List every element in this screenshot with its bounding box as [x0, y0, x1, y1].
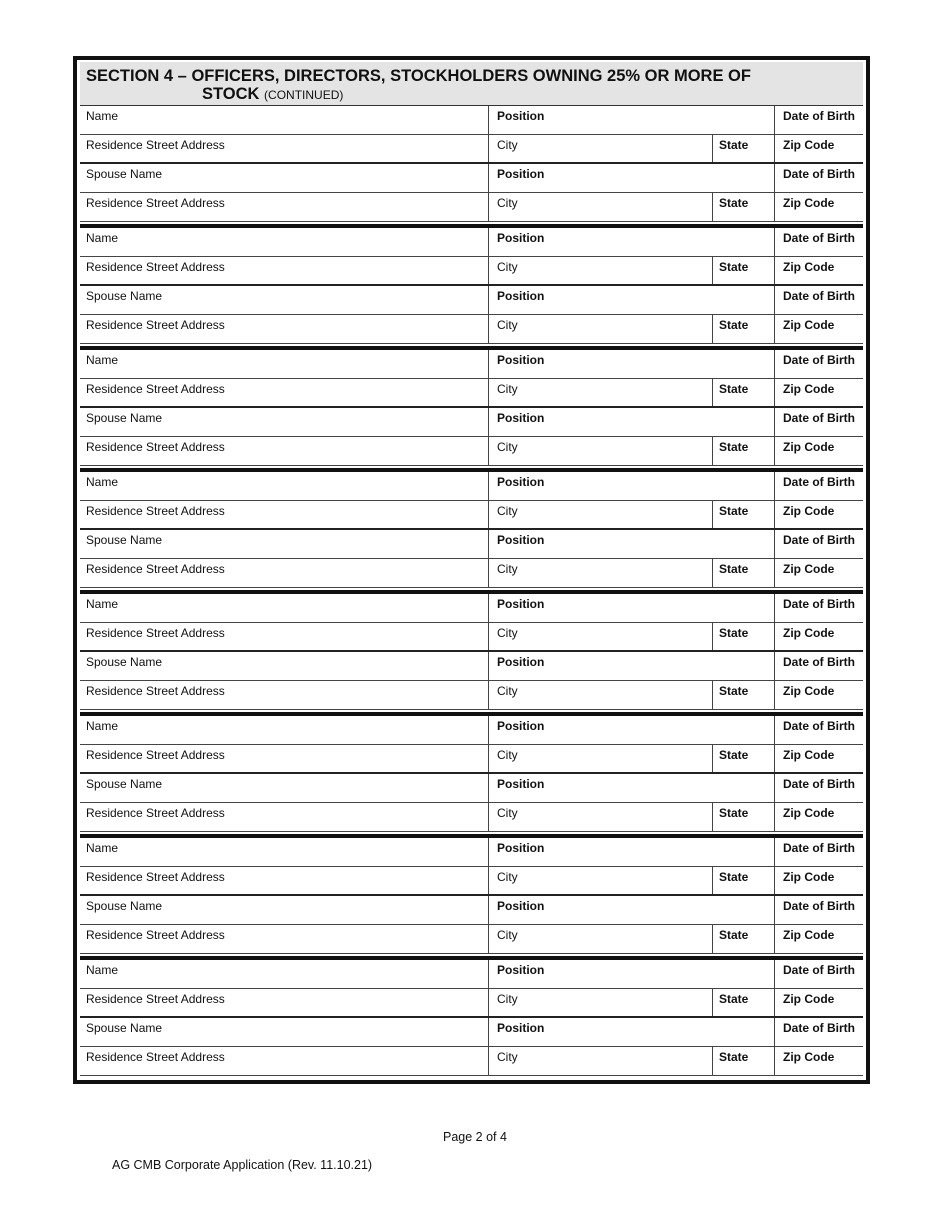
spouse-address-row — [80, 315, 863, 344]
city-field[interactable]: City — [489, 257, 713, 284]
spouse-name-field[interactable]: Spouse Name — [80, 774, 489, 802]
spouse-name-row — [80, 774, 863, 803]
city-field[interactable]: City — [489, 379, 713, 406]
spouse-city-field[interactable]: City — [489, 437, 713, 465]
spouse-position-field[interactable]: Position — [489, 286, 775, 314]
spouse-zip-code-field[interactable]: Zip Code — [783, 806, 835, 820]
position-field[interactable]: Position — [489, 594, 775, 622]
spouse-city-field[interactable]: City — [489, 559, 713, 587]
form-inner — [80, 62, 863, 1078]
spouse-city-field[interactable]: City — [489, 1047, 713, 1075]
spouse-residence-address-field[interactable]: Residence Street Address — [80, 1047, 489, 1075]
residence-address-field[interactable]: Residence Street Address — [80, 135, 489, 162]
name-field[interactable]: Name — [80, 716, 489, 744]
officer-name-row — [80, 106, 863, 135]
officer-entry-group — [80, 956, 863, 1076]
spouse-state-field[interactable]: State — [713, 315, 775, 343]
date-of-birth-field[interactable]: Date of Birth — [783, 719, 855, 733]
officer-name-row — [80, 716, 863, 745]
position-field[interactable]: Position — [489, 228, 775, 256]
date-of-birth-field[interactable]: Date of Birth — [783, 231, 855, 245]
residence-address-field[interactable]: Residence Street Address — [80, 867, 489, 894]
spouse-zip-code-field[interactable]: Zip Code — [783, 562, 835, 576]
spouse-position-field[interactable]: Position — [489, 164, 775, 192]
spouse-date-of-birth-field[interactable]: Date of Birth — [783, 533, 855, 547]
section-title: SECTION 4 – OFFICERS, DIRECTORS, STOCKHOLDERS OWNING 25% OR MORE OF — [86, 67, 751, 85]
spouse-name-row — [80, 896, 863, 925]
name-field[interactable]: Name — [80, 472, 489, 500]
position-field[interactable]: Position — [489, 350, 775, 378]
officer-address-row — [80, 501, 863, 530]
city-field[interactable]: City — [489, 135, 713, 162]
spouse-zip-code-field[interactable]: Zip Code — [783, 440, 835, 454]
position-field[interactable]: Position — [489, 838, 775, 866]
name-field[interactable]: Name — [80, 960, 489, 988]
date-of-birth-field[interactable]: Date of Birth — [783, 475, 855, 489]
city-field[interactable]: City — [489, 989, 713, 1016]
officer-name-row — [80, 472, 863, 501]
officer-address-row — [80, 257, 863, 286]
spouse-state-field[interactable]: State — [713, 925, 775, 953]
spouse-name-field[interactable]: Spouse Name — [80, 408, 489, 436]
residence-address-field[interactable]: Residence Street Address — [80, 623, 489, 650]
spouse-name-row — [80, 408, 863, 437]
spouse-residence-address-field[interactable]: Residence Street Address — [80, 803, 489, 831]
spouse-position-field[interactable]: Position — [489, 774, 775, 802]
position-field[interactable]: Position — [489, 960, 775, 988]
section-4-form — [73, 56, 870, 1084]
spouse-address-row — [80, 925, 863, 954]
spouse-date-of-birth-field[interactable]: Date of Birth — [783, 289, 855, 303]
spouse-residence-address-field[interactable]: Residence Street Address — [80, 193, 489, 221]
spouse-date-of-birth-field[interactable]: Date of Birth — [783, 167, 855, 181]
name-field[interactable]: Name — [80, 838, 489, 866]
page-number: Page 2 of 4 — [443, 1130, 507, 1144]
spouse-position-field[interactable]: Position — [489, 652, 775, 680]
spouse-name-row — [80, 164, 863, 193]
spouse-state-field[interactable]: State — [713, 681, 775, 709]
spouse-address-row — [80, 193, 863, 222]
officer-entry-group — [80, 590, 863, 710]
zip-code-field[interactable]: Zip Code — [783, 260, 835, 274]
spouse-date-of-birth-field[interactable]: Date of Birth — [783, 777, 855, 791]
spouse-zip-code-field[interactable]: Zip Code — [783, 684, 835, 698]
spouse-residence-address-field[interactable]: Residence Street Address — [80, 681, 489, 709]
spouse-city-field[interactable]: City — [489, 925, 713, 953]
spouse-address-row — [80, 559, 863, 588]
officer-entry-group — [80, 106, 863, 222]
officer-address-row — [80, 989, 863, 1018]
spouse-residence-address-field[interactable]: Residence Street Address — [80, 925, 489, 953]
officer-entry-group — [80, 834, 863, 954]
officer-name-row — [80, 838, 863, 867]
officer-name-row — [80, 594, 863, 623]
city-field[interactable]: City — [489, 623, 713, 650]
officer-address-row — [80, 867, 863, 896]
spouse-name-row — [80, 286, 863, 315]
state-field[interactable]: State — [713, 623, 775, 650]
spouse-address-row — [80, 681, 863, 710]
name-field[interactable]: Name — [80, 106, 489, 134]
name-field[interactable]: Name — [80, 594, 489, 622]
spouse-city-field[interactable]: City — [489, 803, 713, 831]
spouse-name-field[interactable]: Spouse Name — [80, 286, 489, 314]
date-of-birth-field[interactable]: Date of Birth — [783, 597, 855, 611]
spouse-address-row — [80, 437, 863, 466]
officer-address-row — [80, 745, 863, 774]
zip-code-field[interactable]: Zip Code — [783, 504, 835, 518]
spouse-name-field[interactable]: Spouse Name — [80, 896, 489, 924]
spouse-zip-code-field[interactable]: Zip Code — [783, 318, 835, 332]
city-field[interactable]: City — [489, 501, 713, 528]
spouse-residence-address-field[interactable]: Residence Street Address — [80, 315, 489, 343]
state-field[interactable]: State — [713, 867, 775, 894]
spouse-name-field[interactable]: Spouse Name — [80, 1018, 489, 1046]
spouse-position-field[interactable]: Position — [489, 408, 775, 436]
spouse-state-field[interactable]: State — [713, 193, 775, 221]
state-field[interactable]: State — [713, 745, 775, 772]
spouse-zip-code-field[interactable]: Zip Code — [783, 196, 835, 210]
officer-address-row — [80, 623, 863, 652]
officer-name-row — [80, 960, 863, 989]
spouse-position-field[interactable]: Position — [489, 896, 775, 924]
spouse-position-field[interactable]: Position — [489, 1018, 775, 1046]
name-field[interactable]: Name — [80, 228, 489, 256]
zip-code-field[interactable]: Zip Code — [783, 138, 835, 152]
spouse-residence-address-field[interactable]: Residence Street Address — [80, 437, 489, 465]
officer-entry-group — [80, 346, 863, 466]
officer-entry-group — [80, 468, 863, 588]
spouse-residence-address-field[interactable]: Residence Street Address — [80, 559, 489, 587]
date-of-birth-field[interactable]: Date of Birth — [783, 963, 855, 977]
position-field[interactable]: Position — [489, 716, 775, 744]
officer-address-row — [80, 135, 863, 164]
residence-address-field[interactable]: Residence Street Address — [80, 257, 489, 284]
spouse-name-field[interactable]: Spouse Name — [80, 652, 489, 680]
spouse-zip-code-field[interactable]: Zip Code — [783, 928, 835, 942]
city-field[interactable]: City — [489, 867, 713, 894]
continued-label: (CONTINUED) — [264, 88, 344, 102]
date-of-birth-field[interactable]: Date of Birth — [783, 353, 855, 367]
spouse-name-row — [80, 652, 863, 681]
position-field[interactable]: Position — [489, 472, 775, 500]
officer-entry-group — [80, 712, 863, 832]
spouse-city-field[interactable]: City — [489, 315, 713, 343]
spouse-state-field[interactable]: State — [713, 803, 775, 831]
spouse-city-field[interactable]: City — [489, 193, 713, 221]
spouse-date-of-birth-field[interactable]: Date of Birth — [783, 655, 855, 669]
residence-address-field[interactable]: Residence Street Address — [80, 501, 489, 528]
spouse-name-row — [80, 530, 863, 559]
spouse-state-field[interactable]: State — [713, 1047, 775, 1075]
spouse-address-row — [80, 803, 863, 832]
zip-code-field[interactable]: Zip Code — [783, 626, 835, 640]
officer-groups — [80, 106, 863, 1076]
spouse-name-row — [80, 1018, 863, 1047]
spouse-date-of-birth-field[interactable]: Date of Birth — [783, 1021, 855, 1035]
date-of-birth-field[interactable]: Date of Birth — [783, 841, 855, 855]
state-field[interactable]: State — [713, 135, 775, 162]
position-field[interactable]: Position — [489, 106, 775, 134]
section-header — [80, 62, 863, 106]
spouse-name-field[interactable]: Spouse Name — [80, 164, 489, 192]
officer-address-row — [80, 379, 863, 408]
officer-name-row — [80, 228, 863, 257]
officer-entry-group — [80, 224, 863, 344]
spouse-city-field[interactable]: City — [489, 681, 713, 709]
zip-code-field[interactable]: Zip Code — [783, 382, 835, 396]
state-field[interactable]: State — [713, 257, 775, 284]
zip-code-field[interactable]: Zip Code — [783, 748, 835, 762]
residence-address-field[interactable]: Residence Street Address — [80, 745, 489, 772]
spouse-state-field[interactable]: State — [713, 437, 775, 465]
form-revision: AG CMB Corporate Application (Rev. 11.10.21) — [112, 1158, 373, 1172]
spouse-address-row — [80, 1047, 863, 1076]
state-field[interactable]: State — [713, 501, 775, 528]
state-field[interactable]: State — [713, 989, 775, 1016]
spouse-zip-code-field[interactable]: Zip Code — [783, 1050, 835, 1064]
city-field[interactable]: City — [489, 745, 713, 772]
spouse-name-field[interactable]: Spouse Name — [80, 530, 489, 558]
date-of-birth-field[interactable]: Date of Birth — [783, 109, 855, 123]
name-field[interactable]: Name — [80, 350, 489, 378]
section-title-line2: STOCK — [202, 85, 260, 103]
zip-code-field[interactable]: Zip Code — [783, 992, 835, 1006]
spouse-state-field[interactable]: State — [713, 559, 775, 587]
section-title-continued — [202, 85, 343, 104]
zip-code-field[interactable]: Zip Code — [783, 870, 835, 884]
spouse-position-field[interactable]: Position — [489, 530, 775, 558]
spouse-date-of-birth-field[interactable]: Date of Birth — [783, 411, 855, 425]
residence-address-field[interactable]: Residence Street Address — [80, 989, 489, 1016]
state-field[interactable]: State — [713, 379, 775, 406]
officer-name-row — [80, 350, 863, 379]
spouse-date-of-birth-field[interactable]: Date of Birth — [783, 899, 855, 913]
residence-address-field[interactable]: Residence Street Address — [80, 379, 489, 406]
